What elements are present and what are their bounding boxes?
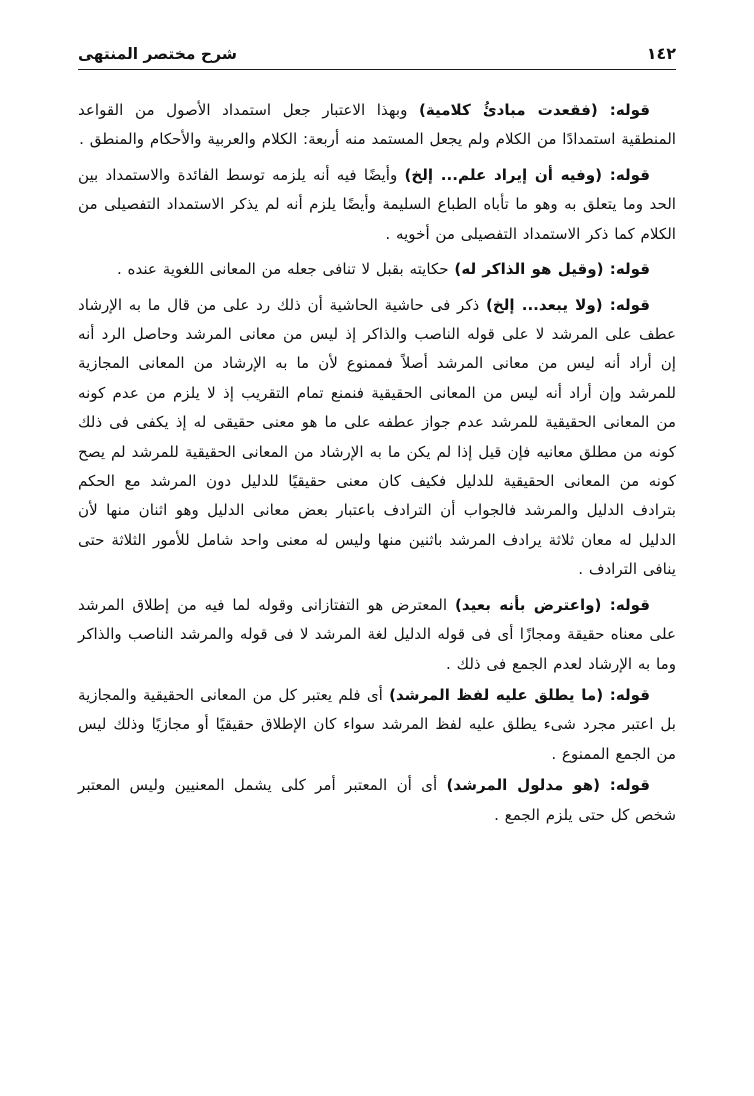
paragraph-text: وأيضًا فيه أنه يلزمه توسط الفائدة والاستمداد بين الحد وما يتعلق به وهو ما تأباه الطباع السليمة وأيضًا يلزم أنه لم يذكر الاستمداد التفصيلى من الكلام كما ذكر الاستمداد التفصيلى من أخويه . bbox=[78, 165, 676, 243]
page-body bbox=[78, 96, 676, 830]
paragraph bbox=[78, 161, 676, 249]
paragraph bbox=[78, 771, 676, 830]
lemma-heading: قوله: (ما يطلق عليه لفظ المرشد) bbox=[389, 686, 650, 705]
lemma-heading: قوله: (وقيل هو الذاكر له) bbox=[454, 260, 650, 279]
paragraph bbox=[78, 681, 676, 769]
page-number: ١٤٢ bbox=[646, 44, 676, 63]
paragraph-text: أى أن المعتبر أمر كلى يشمل المعنيين وليس المعتبر شخص كل حتى يلزم الجمع . bbox=[78, 776, 676, 824]
paragraph bbox=[78, 291, 676, 585]
paragraph-text: أى فلم يعتبر كل من المعانى الحقيقية والمجازية بل اعتبر مجرد شىء يطلق عليه لفظ المرشد سواء كان الإطلاق حقيقيًا أو مجازيًا وذلك ليس من الجمع الممنوع . bbox=[78, 686, 676, 763]
paragraph-text: حكايته بقبل لا تنافى جعله من المعانى اللغوية عنده . bbox=[116, 260, 455, 279]
paragraph bbox=[78, 96, 676, 155]
paragraph bbox=[78, 255, 676, 284]
paragraph-text: وبهذا الاعتبار جعل استمداد الأصول من القواعد المنطقية استمدادًا من الكلام ولم يجعل المستمد منه أربعة: الكلام والعربية والأحكام والمنطق . bbox=[78, 101, 676, 149]
lemma-heading: قوله: (فقعدت مبادئُ كلامية) bbox=[418, 101, 650, 119]
page-header bbox=[78, 44, 676, 70]
lemma-heading: قوله: (ولا يبعد... إلخ) bbox=[485, 295, 651, 314]
paragraph-text: ذكر فى حاشية الحاشية أن ذلك رد على من قال ما به الإرشاد عطف على المرشد لا على قوله الناصب والذاكر إذ ليس من معانى المرشد وحاصل الرد أنه إن أراد أنه ليس من معانى المرشد أصلاً فممنوع لأن ما به الإرشاد من المعانى المجازية للمرشد وإن أراد أنه ليس من المعانى الحقيقية فنمنع تمام التقريب إذ لا يلزم من عدم كونه من المعانى الحقيقية للمرشد عدم جواز عطفه على ما هو معنى حقيقى له إذ يكفى فى ذلك كونه من مطلق معانيه فإن قيل إذا لم يكن ما به الإرشاد من المعانى الحقيقية للمرشد لم يصح كونه من المعانى الحقيقية للدليل فكيف كان معنى حقيقيًا للدليل دون المرشد مع الحكم بترادف الدليل والمرشد فالجواب أن الترادف باعتبار بعض معانى الدليل وهو اثنان منها لأن الدليل له معان ثلاثة يرادف المرشد باثنين منها وليس له معنى واحد شامل للأمور الثلاثة حتى ينافى الترادف . bbox=[78, 295, 676, 579]
lemma-heading: قوله: (واعترض بأنه بعيد) bbox=[454, 595, 650, 614]
lemma-heading: قوله: (وفيه أن إيراد علم... إلخ) bbox=[404, 165, 650, 184]
lemma-heading: قوله: (هو مدلول المرشد) bbox=[446, 776, 650, 795]
paragraph-text: المعترض هو التفتازانى وقوله لما فيه من إطلاق المرشد على معناه حقيقة ومجازًا أى فى قوله الدليل لغة المرشد لا فى قوله والمرشد الناصب والذاكر وما به الإرشاد لعدم الجمع فى ذلك . bbox=[78, 595, 676, 673]
paragraph bbox=[78, 591, 676, 679]
book-title: شرح مختصر المنتهى bbox=[78, 45, 237, 63]
